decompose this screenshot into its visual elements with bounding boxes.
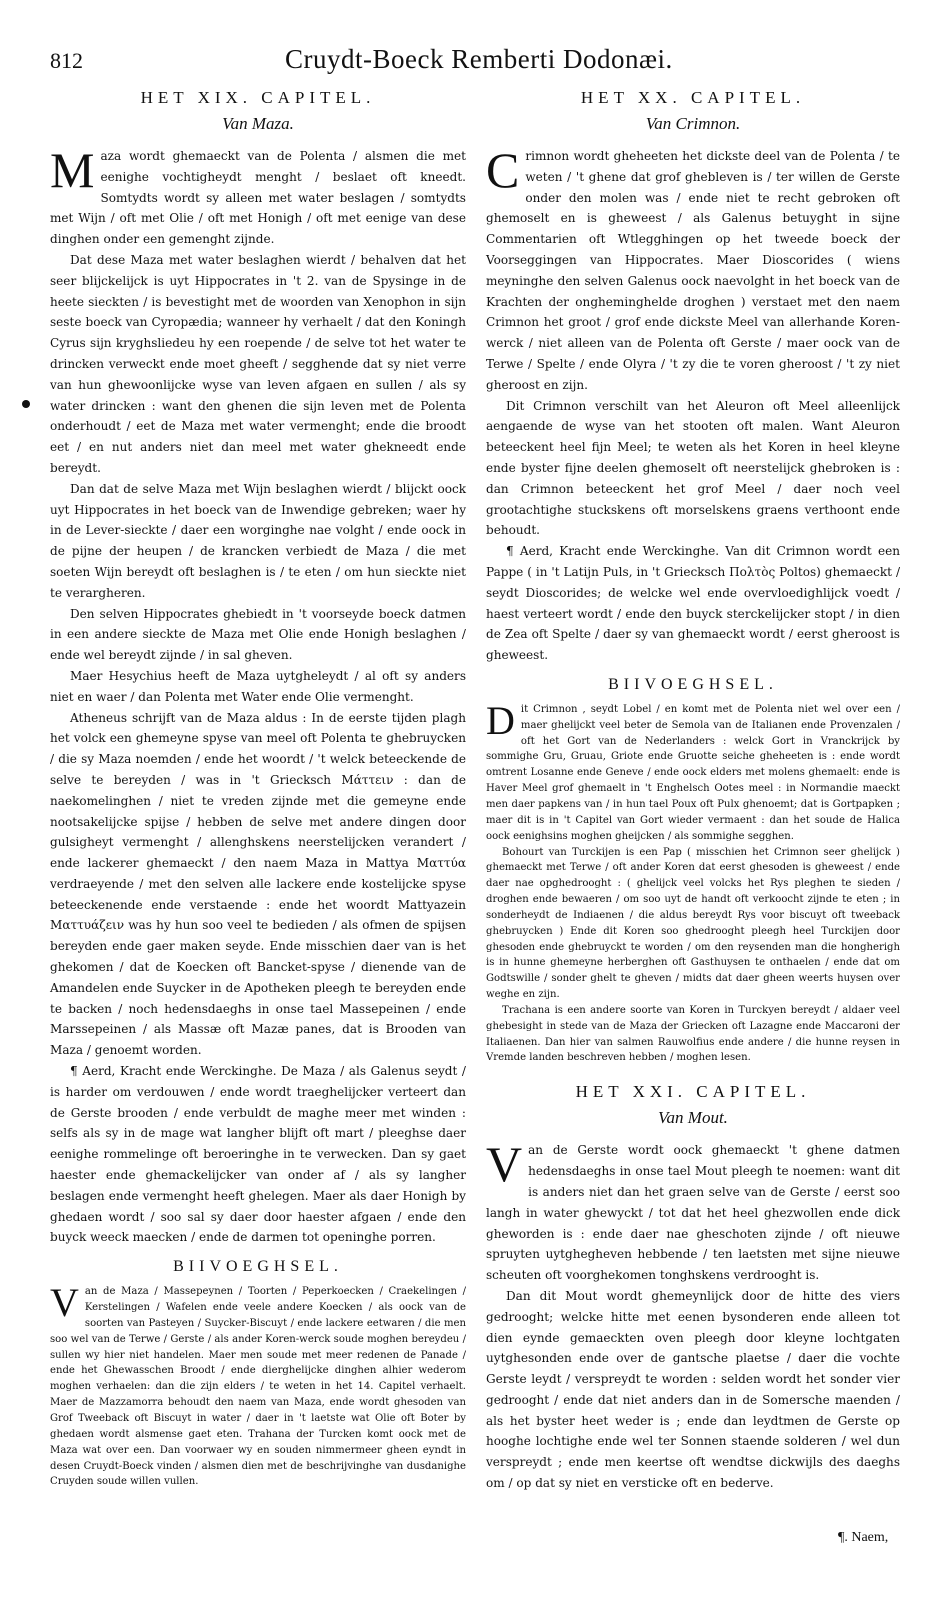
paragraph-text: De Maza / als Galenus seydt / is harder om verdouwen / ende wordt traeghelijcker verteert dan de Gerste brooden / ende verbuldt de maghe meer met winden : selfs als sy in de mage wat langher blijft oft mart / pleeghse daer eenighe rommelinge oft beroeringhe in te verwecken. Dan sy gaet haester ende ghemackelijcker van onder af / als sy langher beslagen ende vermenght heeft ghelegen. Maer als daer Honigh by ghedaen wordt / soo sal sy daer door haester afgaen / ende den buyck weeck maecken / ende de darmen tot openinghe porren. (50, 1064, 466, 1245)
catchword: ¶. Naem, (838, 1530, 889, 1545)
dropcap: M (50, 142, 95, 198)
chapter-20-properties (486, 541, 900, 666)
chapter-20-paragraph (486, 142, 900, 396)
chapter-21-subtitle: Van Mout. (658, 1108, 728, 1128)
chapter-19-title: HET XIX. CAPITEL. (140, 88, 376, 107)
chapter-20-title: HET XX. CAPITEL. (580, 88, 806, 107)
chapter-21-paragraph (486, 1136, 900, 1286)
section-head: ¶ Aerd, Kracht ende Werckinghe. (506, 544, 720, 559)
dropcap: D (486, 697, 515, 743)
chapter-19-subtitle: Van Maza. (222, 114, 294, 133)
paragraph-text: it Crimnon , seydt Lobel / en komt met de Polenta niet wel over een / maer ghelijckt veel beter de Semola van de Italianen ende Provenzalen / oft het Gort van de Nederlanders : welck Gort in Vranckrijck by sommighe Gru, Gruau, Griote ende Gruotte seiche gheheeten is : ende wordt omtrent Losanne ende Geneve / ende oock elders met molens ghemaelt: ende is Haver Meel grof ghemaelt in 't Enghelsch Ootes meel : in Normandie maeckt men daer papkens van / in hun tael Poux oft Pulx ghenoemt; dat is Gortpapken ; maer dit is in 't Capitel van Gort wieder vermaent : dan het soude de Halica oock eenighsins moghen gheijcken / als sommighe segghen. (486, 703, 900, 842)
chapter-20-subtitle: Van Crimnon. (645, 114, 741, 133)
addendum-paragraph: Trachana is een andere soorte van Koren in Turckyen bereydt / aldaer veel ghebesight in stede van de Maza der Griecken oft Lazagne ende Maccaroni der Italiaenen. Dan hier van salmen Rauwolfius ende andere / die hunne reysen in Vremde landen beschreven hebben / moghen lesen. (486, 1004, 900, 1064)
section-head: ¶ Aerd, Kracht ende Werckinghe. (70, 1064, 277, 1079)
addendum-paragraph: Bohourt van Turckijen is een Pap ( misschien het Crimnon seer ghelijck ) ghemaeckt met Terwe / oft ander Koren dat eerst ghesoden is gheweest / ende daer nae opghedrooght : ( ghelijck veel volcks het Rys pleghen te sieden / droghen ende bewaeren / om soo uyt de handt oft verkoocht zijnde te eten ; in sonderheydt de Indiaenen / die aldus bereydt Rys voor biscuyt oft tweeback ghebruycken ) Ende dit Koren soo ghedrooght pleegh heel Turckijen door ghesoden ende ghebruyckt te worden / om den reysenden man die hongherigh is in hunne ghemeyne herberghen oft Gasthuysen te onthaelen / ende dat om Godtswille / sonder ghelt te gheven / midts dat daer gheen weerts huysen over weghe en zijn. (486, 846, 900, 1001)
paragraph-text: an de Maza / Massepeynen / Toorten / Peperkoecken / Craekelingen / Kerstelingen / Wafelen ende veele andere Koecken / als oock van de soorten van Pasteyen / Suycker-Biscuyt / ende lackere eetwaren / die men soo wel van de Terwe / Gerste / als ander Koren-werck soude moghen bereydeu / sullen wy hier niet handelen. Maer men soude met meer redenen de Panade / ende het Ghewasschen Broodt / ende dierghelijcke dinghen alhier wederom moghen verhaelen: dan die zijn elders / te weten in het 14. Capitel verhaelt. Maer de Mazzamorra behoudt den naem van Maza, ende wordt ghesoden van Grof Tweeback oft Biscuyt in water / daer in 't laetste wat Olie oft Boter by ghedaen wordt alsmense gaet eten. Trahana der Turcken komt oock met de Maza wat over een. Dan voorwaer wy en souden nimmermeer gheen eyndt in desen Cruydt-Boeck vinden / alsmen dien met de beschrijvinghe van dusdanighe Cruyden soude willen vullen. (50, 1286, 466, 1488)
dropcap: V (50, 1280, 79, 1326)
chapter-21-paragraph: Dan dit Mout wordt ghemeynlijck door de hitte des viers gedrooght; welcke hitte met eenen bysonderen ende alleen tot dien eynde gemaeckten oven pleegh door kleyne lochtgaten uytghesonden ende over de gantsche plaetse / daer die vochte Gerste leydt / verspreydt te worden : selden wordt het sonder vier gedrooght / ende dat niet anders dan in de Somersche maenden / als het byster heet weder is ; ende dan leydtmen de Gerste op hooghe lochtighe ende wel ter Sonnen staende solderen / wel dun verspreydt ; ende men keertse oft wendtse dickwijls des daeghs om / op dat sy niet en versticke oft en bederve. (486, 1288, 900, 1491)
right-column (486, 88, 900, 1494)
chapter-19-paragraph: Dat dese Maza met water beslaghen wierdt / behalven dat het seer blijckelijck is uyt Hippocrates in 't 2. van de Spysinge in de heete sieckten / is bevestight met de woorden van Xenophon in sijn seste boeck van Cyropædia; wanneer hy verhaelt / dat den Koningh Cyrus sijn kryghsliedeu hy een roepende / de selve tot het water te drincken verweckt ende moet gheeft / segghende dat sy niet verre van hun ghewoonlijcke wyse van leven afgaen en sullen / als sy water drincken : want den ghenen die sijn leven met de Polenta onderhoudt / eet de Maza met water vermenght; ende die broodt eet / en nut anders niet dan meel met water ghekneedt ende bereydt. (50, 252, 466, 475)
paragraph-text: an de Gerste wordt oock ghemaeckt 't ghene datmen hedensdaeghs in onse tael Mout pleegh te noemen: want dit is anders niet dan het graen selve van de Gerste / eerst soo langh in water ghewyckt / tot dat het heel ghezwollen ende dick gheworden is : ende daer nae gheschoten zijnde / oft nieuwe spruyten uytghegheven hebbende / ten laetsten met sijne nieuwe scheuten oft voorghekomen tonghskens verdrooght is. (486, 1143, 900, 1283)
paragraph-text: rimnon wordt gheheeten het dickste deel van de Polenta / te weten / 't ghene dat grof ghebleven is / ter willen de Gerste onder den molen was / ende niet te recht gebroken oft ghemoselt en is gheweest / als Galenus betuyght in sijne Commentarien oft Wtlegghingen op het tweede boeck der Voorseggingen van Hippocrates. Maer Dioscorides ( wiens meyninghe den selven Galenus oock naevolght in het boeck van de Krachten der ongheminghelde droghen ) verstaet met den naem Crimnon het groot / grof ende dickste Meel van allerhande Koren-werck / niet alleen van de Polenta oft Gerste / maer oock van de Terwe / Spelte / ende Olyra / 't zy die te voren gheroost / 't zy niet gheroost en zijn. (486, 149, 900, 392)
chapter-19-paragraph: Dan dat de selve Maza met Wijn beslaghen wierdt / blijckt oock uyt Hippocrates in het boeck van de Inwendige gebreken; waer hy in de Lever-sieckte / daer een worginghe nae volght / ende oock in de pijne der heupen / de krancken verbiedt de Maza / die met soeten Wijn bereydt oft beslaghen is / te eten / om hun sieckte niet te verargheren. (50, 481, 466, 600)
addendum-title: BIIVOEGHSEL. (608, 675, 778, 693)
margin-dot (22, 400, 30, 408)
paragraph-text: Van dit Crimnon wordt een Pappe ( in 't Latijn Puls, in 't Griecksch Πολτὸς Poltos) ghemaeckt / seydt Dioscorides; de welcke wel ende overvloedighlijck voedt / haest verteert wordt / ende den buyck sterckelijcker stopt / in dien de Zea oft Spelte / daer sy van ghemaeckt wordt / eerst gheroost is gheweest. (486, 544, 900, 663)
addendum-paragraph (486, 697, 900, 845)
chapter-19-paragraph: Maer Hesychius heeft de Maza uytgheleydt / al oft sy anders niet en waer / dan Polenta met Water ende Olie vermenght. (50, 668, 466, 704)
paragraph-text: aza wordt ghemaeckt van de Polenta / alsmen die met eenighe vochtigheydt menght / beslaet oft kneedt. Somtydts wordt sy alleen met water beslagen / somtydts met Wijn / oft met Olie / oft met Honigh / oft met eenige van dese dinghen onder een gemenght zijnde. (50, 149, 466, 247)
chapter-21-title: HET XXI. CAPITEL. (575, 1082, 811, 1102)
addendum-title: BIIVOEGHSEL. (173, 1258, 343, 1276)
left-column (50, 88, 466, 1490)
chapter-19-properties (50, 1061, 466, 1248)
chapter-19-paragraph: Atheneus schrijft van de Maza aldus : In de eerste tijden plagh het volck een ghemeyne spyse van meel oft Polenta te ghebruycken / die sy Maza noemden / ende het woordt / 't welck beteeckende de selve te bereyden / was in 't Griecksch Μάττειν : dan de naekomelinghen / niet te vreden zijnde met die gemeyne ende nootsakelijcke spijse / hebben de selve met andere dingen door gulsigheyt vermenght / allenghskens neerstelijcken verandert / ende lackerer ghemaeckt / den naem Maza in Mattya Ματτύα verdraeyende / met den selven alle lackere ende kostelijcke spyse beteeckenende ende verstaende : ende het woordt Mattyazein Ματτυάζειν was hy hun soo veel te bedieden / als ofmen de spijsen bereyden ende gaer maken seyde. Ende misschien daer van is het ghekomen / dat de Koecken oft Bancket-spyse / dienende van de Amandelen ende Suycker in de Apotheken pleegh te bereyden ende te backen / noch hedensdaeghs in onse tael Massepeinen / ende Marssepeinen / als Massæ oft Mazæ panes, dat is Brooden van Maza / genoemt worden. (50, 710, 466, 1058)
chapter-20-paragraph: Dit Crimnon verschilt van het Aleuron oft Meel alleenlijck aengaende de wyse van het stooten oft malen. Want Aleuron beteeckent heel fijn Meel; te weten als het Koren in heel kleyne ende byster fijne deelen ghemoselt oft neerstelijck ghebroken is : dan Crimnon beteeckent het grof Meel / daer noch veel grootachtighe stuckskens oft morselskens graens verthoont ende behoudt. (486, 398, 900, 538)
dropcap: C (486, 142, 520, 198)
dropcap: V (486, 1136, 523, 1193)
chapter-19-paragraph: Den selven Hippocrates ghebiedt in 't voorseyde boeck datmen in een andere sieckte de Maza met Olie ende Honigh beslaghen / ende wel bereydt zijnde / in sal gheven. (50, 606, 466, 663)
addendum-paragraph (50, 1280, 466, 1490)
chapter-19-paragraph (50, 142, 466, 250)
page-number: 812 (50, 48, 83, 73)
running-head: Cruydt-Boeck Remberti Dodonæi. (285, 44, 673, 74)
